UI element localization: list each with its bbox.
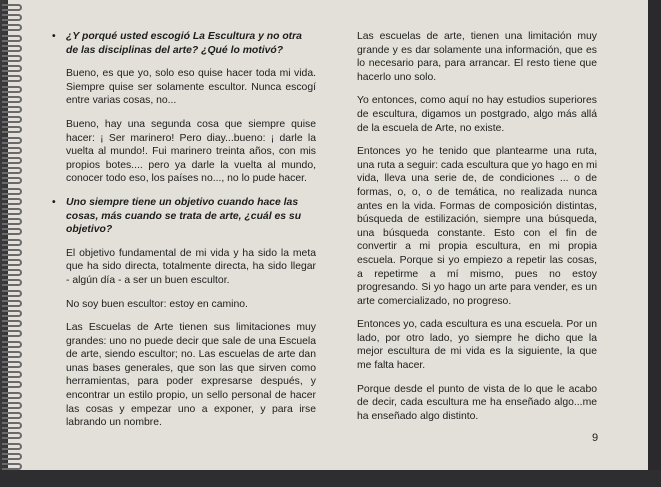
binding-ring — [2, 341, 22, 348]
binding-ring — [2, 167, 22, 174]
binding-ring — [2, 218, 22, 225]
binding-ring — [2, 443, 22, 450]
binding-ring — [2, 432, 22, 439]
binding-ring — [2, 198, 22, 205]
binding-ring — [2, 351, 22, 358]
bullet-icon: • — [52, 31, 56, 42]
paragraph: Porque desde el punto de vista de lo que le acabo de decir, cada escultura me ha enseñado algo...me ha enseñado algo distinto. — [357, 383, 597, 422]
binding-ring — [2, 116, 22, 123]
binding-ring — [2, 330, 22, 337]
binding-ring — [2, 402, 22, 409]
paragraph: Entonces yo he tenido que plantearme una ruta, una ruta a seguir: cada escultura que yo hago en mi vida, lleva una serie de, de condiciones ... o de formas, o, o, o de temática, no realizada nunca antes en la vida. Formas de composición distintas, búsqueda de estilización, siempre una búsqueda, una búsqueda constante. Esto con el fin de convertir a mi propia escultura, en mi propia escuela. Porque si yo empiezo a repetir las cosas, a repetirme a mí mismo, pues no estoy progresando. Si yo hago un arte para vender, es un arte comercializado, no progreso. — [357, 146, 597, 307]
binding-ring — [2, 361, 22, 368]
binding-ring — [2, 45, 22, 52]
binding-ring — [2, 279, 22, 286]
binding-ring — [2, 96, 22, 103]
paragraph: Las escuelas de arte, tienen una limitación muy grande y es dar solamente una información, que es lo necesario para, para arrancar. El resto tiene que hacerlo uno solo. — [357, 31, 597, 83]
binding-ring — [2, 228, 22, 235]
binding-ring — [2, 320, 22, 327]
paragraph: Entonces yo, cada escultura es una escuela. Por un lado, por otro lado, yo siempre he dicho que la mejor escultura de mi vida es la siguiente, la que me falta hacer. — [357, 319, 597, 372]
question-2-text: Uno siempre tiene un objetivo cuando hace las cosas, más cuando se trata de arte, ¿cuál es su objetivo? — [66, 196, 302, 236]
question-1-text: ¿Y porqué usted escogió La Escultura y no otra de las disciplinas del arte? ¿Qué lo motivó? — [66, 31, 302, 56]
binding-ring — [2, 147, 22, 154]
binding-ring — [2, 412, 22, 419]
binding-ring — [2, 35, 22, 42]
paragraph: Bueno, es que yo, solo eso quise hacer toda mi vida. Siempre quise ser solamente escultor. Nunca escogí entre varias cosas, no... — [66, 68, 316, 107]
binding-ring — [2, 4, 22, 11]
paragraph: Bueno, hay una segunda cosa que siempre quise hacer: ¡ Ser marinero! Pero diay...bueno: ¡ darle la vuelta al mundo!. Fui marinero treinta años, con mis propios botes.... pero ya darle la vuelta al mundo, conocer todo eso, los países no..., no lo pude hacer. — [66, 118, 316, 185]
binding-ring — [2, 55, 22, 62]
binding-ring — [2, 177, 22, 184]
binding-ring — [2, 86, 22, 93]
page-edge-shadow — [648, 0, 661, 487]
binding-ring — [2, 371, 22, 378]
binding-ring — [2, 422, 22, 429]
binding-ring — [2, 290, 22, 297]
binding-ring — [2, 126, 22, 133]
paragraph: El objetivo fundamental de mi vida y ha sido la meta que ha sido directa, totalmente directa, ha sido llegar - algún día - a ser un buen escultor. — [66, 247, 316, 286]
right-column — [357, 30, 597, 433]
binding-ring — [2, 300, 22, 307]
bullet-icon: • — [52, 196, 56, 208]
binding-ring — [2, 65, 22, 72]
binding-ring — [2, 239, 22, 246]
binding-ring — [2, 24, 22, 31]
paragraph: Yo entonces, como aquí no hay estudios superiores de escultura, digamos un postgrado, algo más allá de la escuela de Arte, no existe. — [357, 95, 597, 134]
binding-ring — [2, 269, 22, 276]
paragraph: No soy buen escultor: estoy en camino. — [66, 298, 248, 310]
binding-ring — [2, 381, 22, 388]
binding-ring — [2, 106, 22, 113]
binding-ring — [2, 137, 22, 144]
spiral-binding — [0, 0, 26, 480]
binding-ring — [2, 259, 22, 266]
binding-ring — [2, 188, 22, 195]
binding-ring — [2, 392, 22, 399]
binding-ring — [2, 75, 22, 82]
question-1 — [52, 30, 316, 57]
page-bottom-shadow — [0, 470, 661, 487]
binding-ring — [2, 453, 22, 460]
binding-ring — [2, 208, 22, 215]
binding-ring — [2, 310, 22, 317]
left-column — [52, 30, 316, 440]
binding-ring — [2, 249, 22, 256]
question-2 — [52, 196, 316, 237]
binding-ring — [2, 14, 22, 21]
page-number: 9 — [592, 432, 599, 444]
binding-ring — [2, 157, 22, 164]
binding-ring — [2, 463, 22, 470]
paragraph: Las Escuelas de Arte tienen sus limitaciones muy grandes: uno no puede decir que sale de una Escuela de arte, siendo escultor; no. Las escuelas de arte dan unas bases generales, que son las que sirven como herramientas, para poder expresarse después, y encontrar un estilo propio, un sello personal de hacer las cosas y empezar uno a exponer, y para irse labrando un nombre. — [66, 322, 316, 429]
